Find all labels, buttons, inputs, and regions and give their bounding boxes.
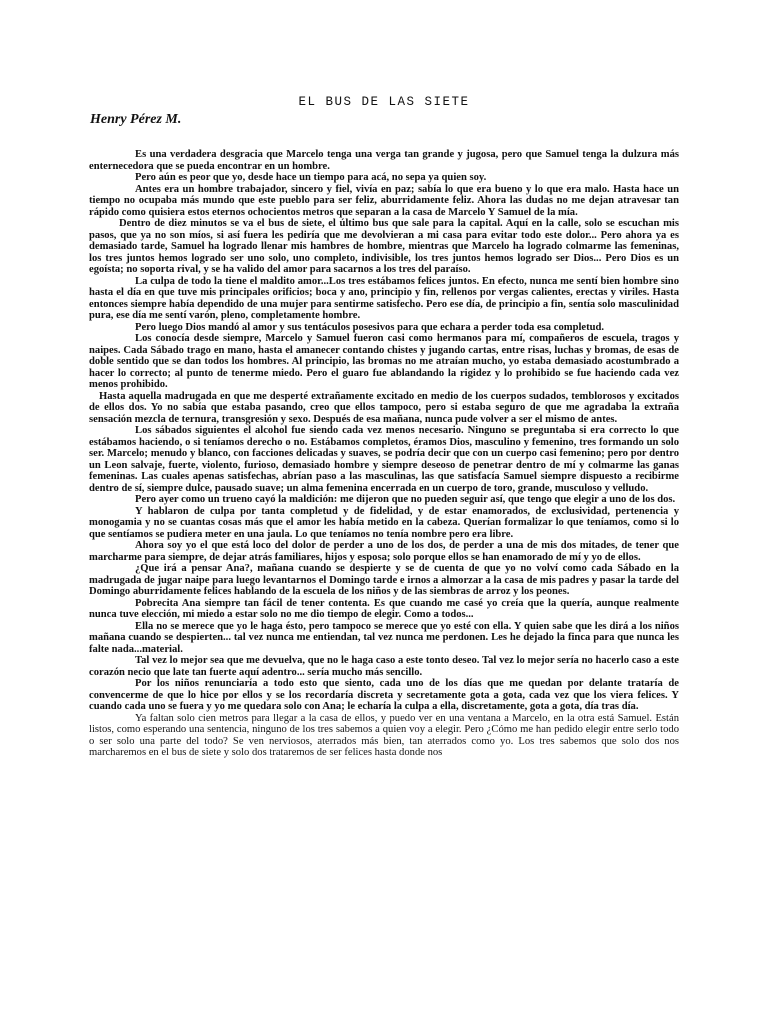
paragraph: Pero ayer como un trueno cayó la maldición: me dijeron que no pueden seguir así, que tengo que elegir a uno de los dos. bbox=[135, 494, 676, 505]
paragraph: Ella no se merece que yo le haga ésto, pero tampoco se merece que yo esté con ella. Y quien sabe que les dirá a los niños mañana cuando se despierten... tal vez nunca me entiendan, tal vez nunca me perdonen. Les he dejado la finca para que nunca les falte nada...material. bbox=[89, 620, 679, 655]
paragraph: Antes era un hombre trabajador, sincero y fiel, vivía en paz; sabía lo que era bueno y lo que era malo. Hasta hace un tiempo no ocupaba más mundo que este pueblo para ser feliz, aburridamente feliz. Ahora las dudas no me dejan atravesar tan rápido como quisiera estos eternos ochocientos metros que separan a la casa de Marcelo Y Samuel de la mía. bbox=[89, 183, 679, 218]
document-author: Henry Pérez M. bbox=[90, 112, 182, 127]
paragraph: Es una verdadera desgracia que Marcelo tenga una verga tan grande y jugosa, pero que Samuel tenga la dulzura más enternecedora que se pueda encontrar en un hombre. bbox=[89, 149, 679, 172]
paragraph: Los conocía desde siempre, Marcelo y Samuel fueron casi como hermanos para mí, compañeros de escuela, tragos y naipes. Cada Sábado trago en mano, hasta el amanecer contando chistes y jugando cartas, entre risas, luchas y bromas, de esas de doble sentido que se dan todos los hombres. Al principio, las bromas no me atraían mucho, yo estaba demasiado acostumbrado a hacer lo correcto; al punto de tenerme miedo. Pero el guaro fue ablandando la rigidez y lo prohibido se fue haciendo cada vez menos prohibido. bbox=[89, 333, 679, 390]
paragraph: Pero aún es peor que yo, desde hace un tiempo para acá, no sepa ya quien soy. bbox=[135, 172, 487, 183]
paragraph: Dentro de diez minutos se va el bus de siete, el último bus que sale para la capital. Aquí en la calle, solo se escuchan mis pasos, que ya no son míos, si así fuera les pediría que me devolvieran a mi casa para evitar todo este dolor... Pero ahora ya es demasiado tarde, Samuel ha logrado llenar mis hambres de hombre, mientras que Marcelo ha logrado colmarme las femeninas, los tres juntos hemos logrado ser uno solo, uno completo, indivisible, los tres juntos hemos logrado ser Dios... Pero Dios es un egoísta; no soporta rival, y se ha valido del amor para sacarnos a los tres del paraíso. bbox=[89, 218, 679, 275]
document-body bbox=[89, 149, 679, 759]
paragraph: Y hablaron de culpa por tanta completud y de fidelidad, y de estar enamorados, de exclusividad, pertenencia y monogamia y no se cuantas cosas más que el amor les había metido en la cabeza. Querían formalizar lo que teníamos, como si lo que sentíamos se pudiera meter en una jaula. Lo que teníamos no tenía nombre pero era libre. bbox=[89, 505, 679, 540]
paragraph: Pobrecita Ana siempre tan fácil de tener contenta. Es que cuando me casé yo creía que la quería, aunque realmente nunca tuve elección, mi miedo a estar solo no me dio tiempo de elegir. Como a todos... bbox=[89, 597, 679, 620]
paragraph: Los sábados siguientes el alcohol fue siendo cada vez menos necesario. Ninguno se preguntaba si era correcto lo que estábamos haciendo, o si teníamos derecho o no. Estábamos completos, éramos Dios, masculino y femenino, tres formando un solo ser. Marcelo; menudo y blanco, con facciones delicadas y suaves, se podría decir que con un cuerpo casi femenino; pero por dentro un Leon salvaje, fuerte, violento, furioso, demasiado hombre y siempre deseoso de penetrar dentro de mí y colmarme las ganas femeninas. Las cuales apenas satisfechas, abrían paso a las masculinas, las que satisfacía Samuel siempre dispuesto a recibirme dentro de sí, siempre dulce, pausado suave; un alma femenina encerrada en un cuerpo de toro, grande, musculoso y velludo. bbox=[89, 425, 679, 494]
document-title: EL BUS DE LAS SIETE bbox=[298, 95, 470, 109]
paragraph: Ya faltan solo cien metros para llegar a la casa de ellos, y puedo ver en una ventana a Marcelo, en la otra está Samuel. Están listos, como esperando una sentencia, ninguno de los tres sabemos a quien voy a elegir. Pero ¿Cómo me han pedido elegir entre serlo todo o ser solo una parte del todo? Se ven nerviosos, aterrados más bien, tan aterrados como yo. Los tres sabemos que solo dos nos marcharemos en el bus de siete y solo dos trataremos de ser felices hasta donde nos bbox=[89, 712, 679, 758]
paragraph: ¿Que irá a pensar Ana?, mañana cuando se despierte y se de cuenta de que yo no volví como cada Sábado en la madrugada de jugar naipe para luego levantarnos el Domingo tarde e irnos a almorzar a la casa de mis padres y pasar la tarde del Domingo aburridamente felices hablando de la escuela de los niños y de las siembras de arroz y los peones. bbox=[89, 563, 679, 597]
paragraph: La culpa de todo la tiene el maldito amor...Los tres estábamos felices juntos. En efecto, nunca me sentí bien hombre sino hasta el día en que tuve mis principales orificios; boca y ano, principio y fin, rellenos por vergas calientes, erectas y viriles. Hasta entonces siempre había dependido de una mujer para sentirme satisfecho. Pero ese día, de principio a fin, sentía solo masculinidad pura, ese día me sentí varón, pleno, completamente hombre. bbox=[89, 275, 679, 321]
paragraph: Hasta aquella madrugada en que me desperté extrañamente excitado en medio de los cuerpos sudados, temblorosos y excitados de ellos dos. Yo no sabía que estaba pasando, creo que ellos tampoco, pero si estaba seguro de que me agradaba la extraña sensación mezcla de ternura, transgresión y sexo. Después de esa mañana, nunca pude volver a ser el mismo de antes. bbox=[89, 390, 679, 425]
paragraph: Ahora soy yo el que está loco del dolor de perder a uno de los dos, de perder a una de mis dos mitades, de tener que marcharme para siempre, de dejar atrás familiares, hijos y esposa; solo porque ellos se han enamorado de mí y yo de ellos. bbox=[89, 540, 679, 563]
paragraph: Tal vez lo mejor sea que me devuelva, que no le haga caso a este tonto deseo. Tal vez lo mejor sería no hacerlo caso a este corazón necio que late tan fuerte aquí adentro... sería mucho más sencillo. bbox=[89, 655, 679, 678]
paragraph: Pero luego Dios mandó al amor y sus tentáculos posesivos para que echara a perder toda esa completud. bbox=[135, 321, 605, 333]
paragraph: Por los niños renunciaría a todo esto que siento, cada uno de los días que me quedan por delante trataría de convencerme de que lo hice por ellos y se los recordaría discreta y secretamente gota a gota, cada vez que los viera felices. Y cuando cada uno se fuera y yo me quedara solo con Ana; le echaría la culpa a ella, discretamente, gota a gota, día tras día. bbox=[89, 678, 679, 712]
